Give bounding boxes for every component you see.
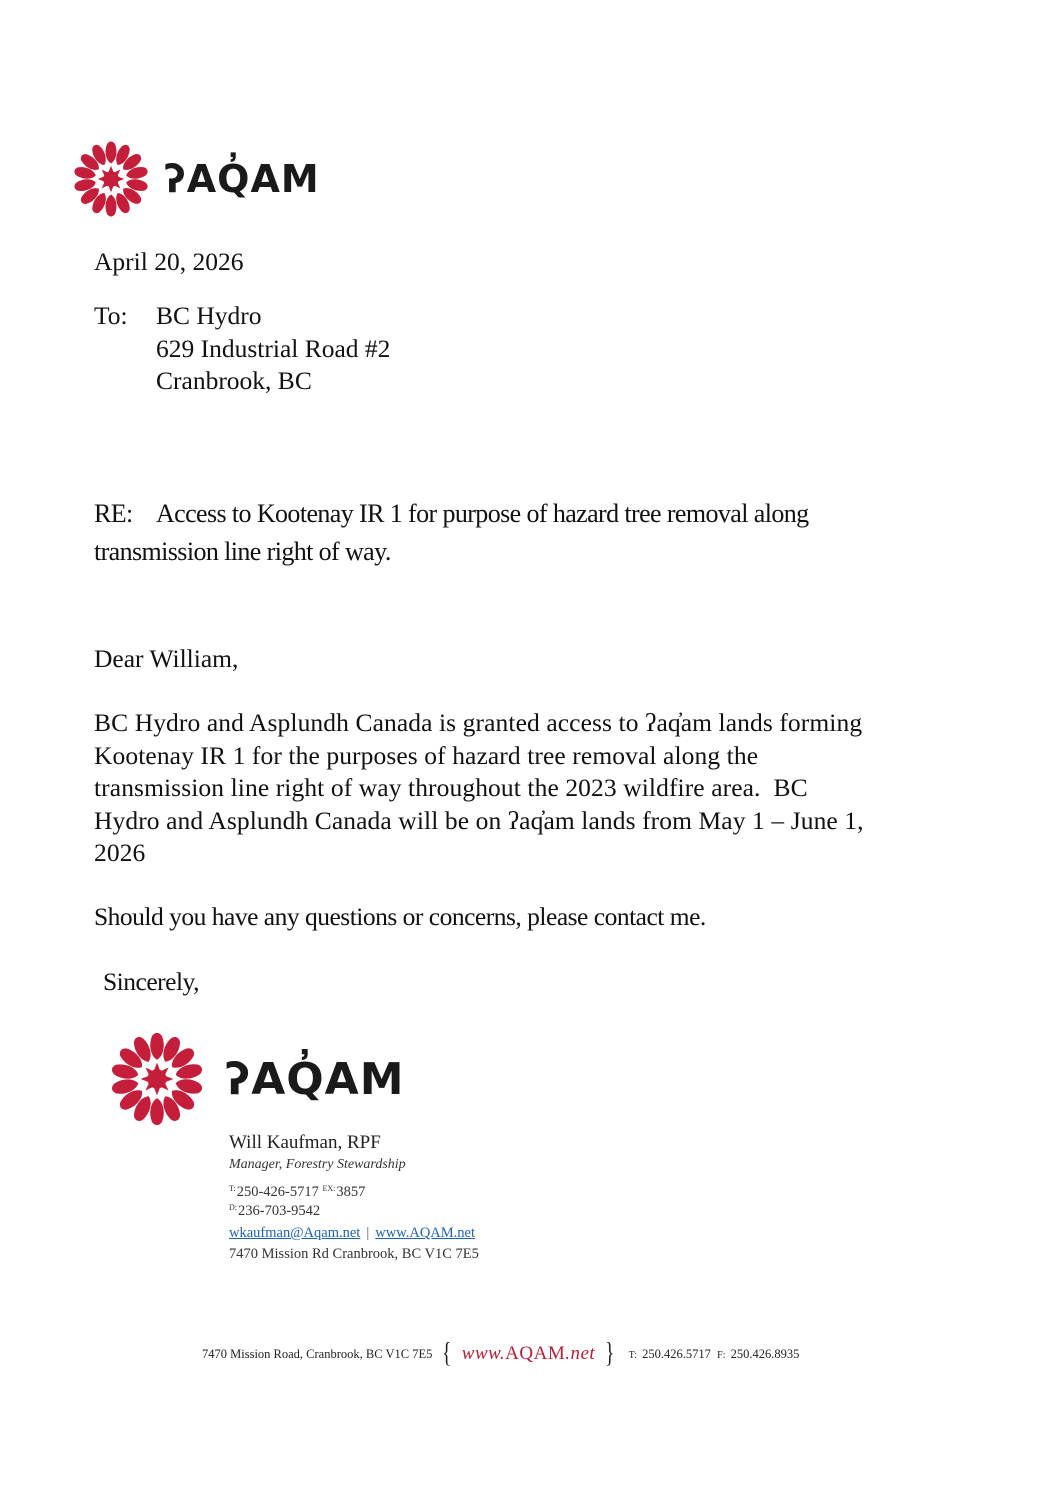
direct-label: D: [229, 1203, 237, 1212]
recipient-name: BC Hydro [156, 301, 262, 330]
recipient-block [94, 300, 390, 398]
ext-label: EX: [322, 1184, 336, 1193]
link-separator: | [366, 1225, 370, 1241]
salutation: Dear William, [94, 644, 239, 673]
phone-number: 250-426-5717 [236, 1184, 319, 1200]
page-footer [202, 1340, 799, 1368]
letterhead-wordmark: ʔAQ̓AM [164, 157, 320, 201]
phone-extension: 3857 [336, 1184, 366, 1200]
footer-web-prefix: www. [461, 1343, 506, 1364]
subject-text-line-1: Access to Kootenay IR 1 for purpose of hazard tree removal along [156, 499, 809, 528]
phone-label: T: [229, 1184, 236, 1193]
footer-address: 7470 Mission Road, Cranbrook, BC V1C 7E5 [202, 1346, 433, 1361]
letter-date: April 20, 2026 [94, 247, 244, 276]
signer-links [229, 1225, 475, 1242]
footer-web-brand: AQAM [505, 1343, 566, 1364]
footer-website [462, 1343, 595, 1365]
body-line: BC Hydro and Asplundh Canada is granted access to ʔaq̓am lands forming [94, 708, 863, 737]
body-line: Hydro and Asplundh Canada will be on ʔaq̓am lands from May 1 – June 1, [94, 805, 864, 835]
sign-off: Sincerely, [103, 967, 200, 996]
footer-tel: 250.426.5717 [642, 1346, 711, 1361]
re-label: RE: [94, 499, 133, 528]
footer-fax: 250.426.8935 [730, 1346, 800, 1361]
signature-wordmark: ʔAQ̓AM [225, 1053, 405, 1105]
footer-brace-open: { [442, 1338, 452, 1369]
closing-question: Should you have any questions or concerns, please contact me. [94, 902, 706, 931]
signer-phone [229, 1184, 365, 1201]
footer-phones [629, 1347, 800, 1362]
body-line: 2026 [94, 838, 146, 867]
body-line: Kootenay IR 1 for the purposes of hazard tree removal along the [94, 740, 759, 770]
subject-text-line-2: transmission line right of way. [94, 537, 391, 566]
email-link[interactable]: wkaufman@Aqam.net [229, 1225, 361, 1241]
subject-line [94, 495, 974, 571]
signer-address: 7470 Mission Rd Cranbrook, BC V1C 7E5 [229, 1246, 479, 1262]
recipient-street: 629 Industrial Road #2 [156, 333, 391, 363]
direct-number: 236-703-9542 [238, 1203, 321, 1219]
signer-name: Will Kaufman, RPF [229, 1132, 381, 1153]
footer-tel-label: T: [628, 1349, 638, 1361]
signer-title: Manager, Forestry Stewardship [229, 1157, 406, 1172]
letterhead-logo [72, 140, 320, 218]
footer-brace-close: } [605, 1338, 615, 1369]
to-label: To: [94, 301, 128, 330]
footer-web-suffix: .net [565, 1343, 596, 1364]
signer-direct-line [229, 1203, 320, 1220]
footer-fax-label: F: [717, 1349, 726, 1361]
aqam-flower-logo-icon [109, 1031, 205, 1127]
recipient-city: Cranbrook, BC [156, 366, 312, 395]
website-link[interactable]: www.AQAM.net [375, 1225, 475, 1241]
body-line: transmission line right of way throughout the 2023 wildfire area. BC [94, 773, 808, 802]
aqam-flower-logo-icon [72, 140, 150, 218]
signature-logo [109, 1031, 405, 1127]
body-paragraph [94, 707, 974, 870]
